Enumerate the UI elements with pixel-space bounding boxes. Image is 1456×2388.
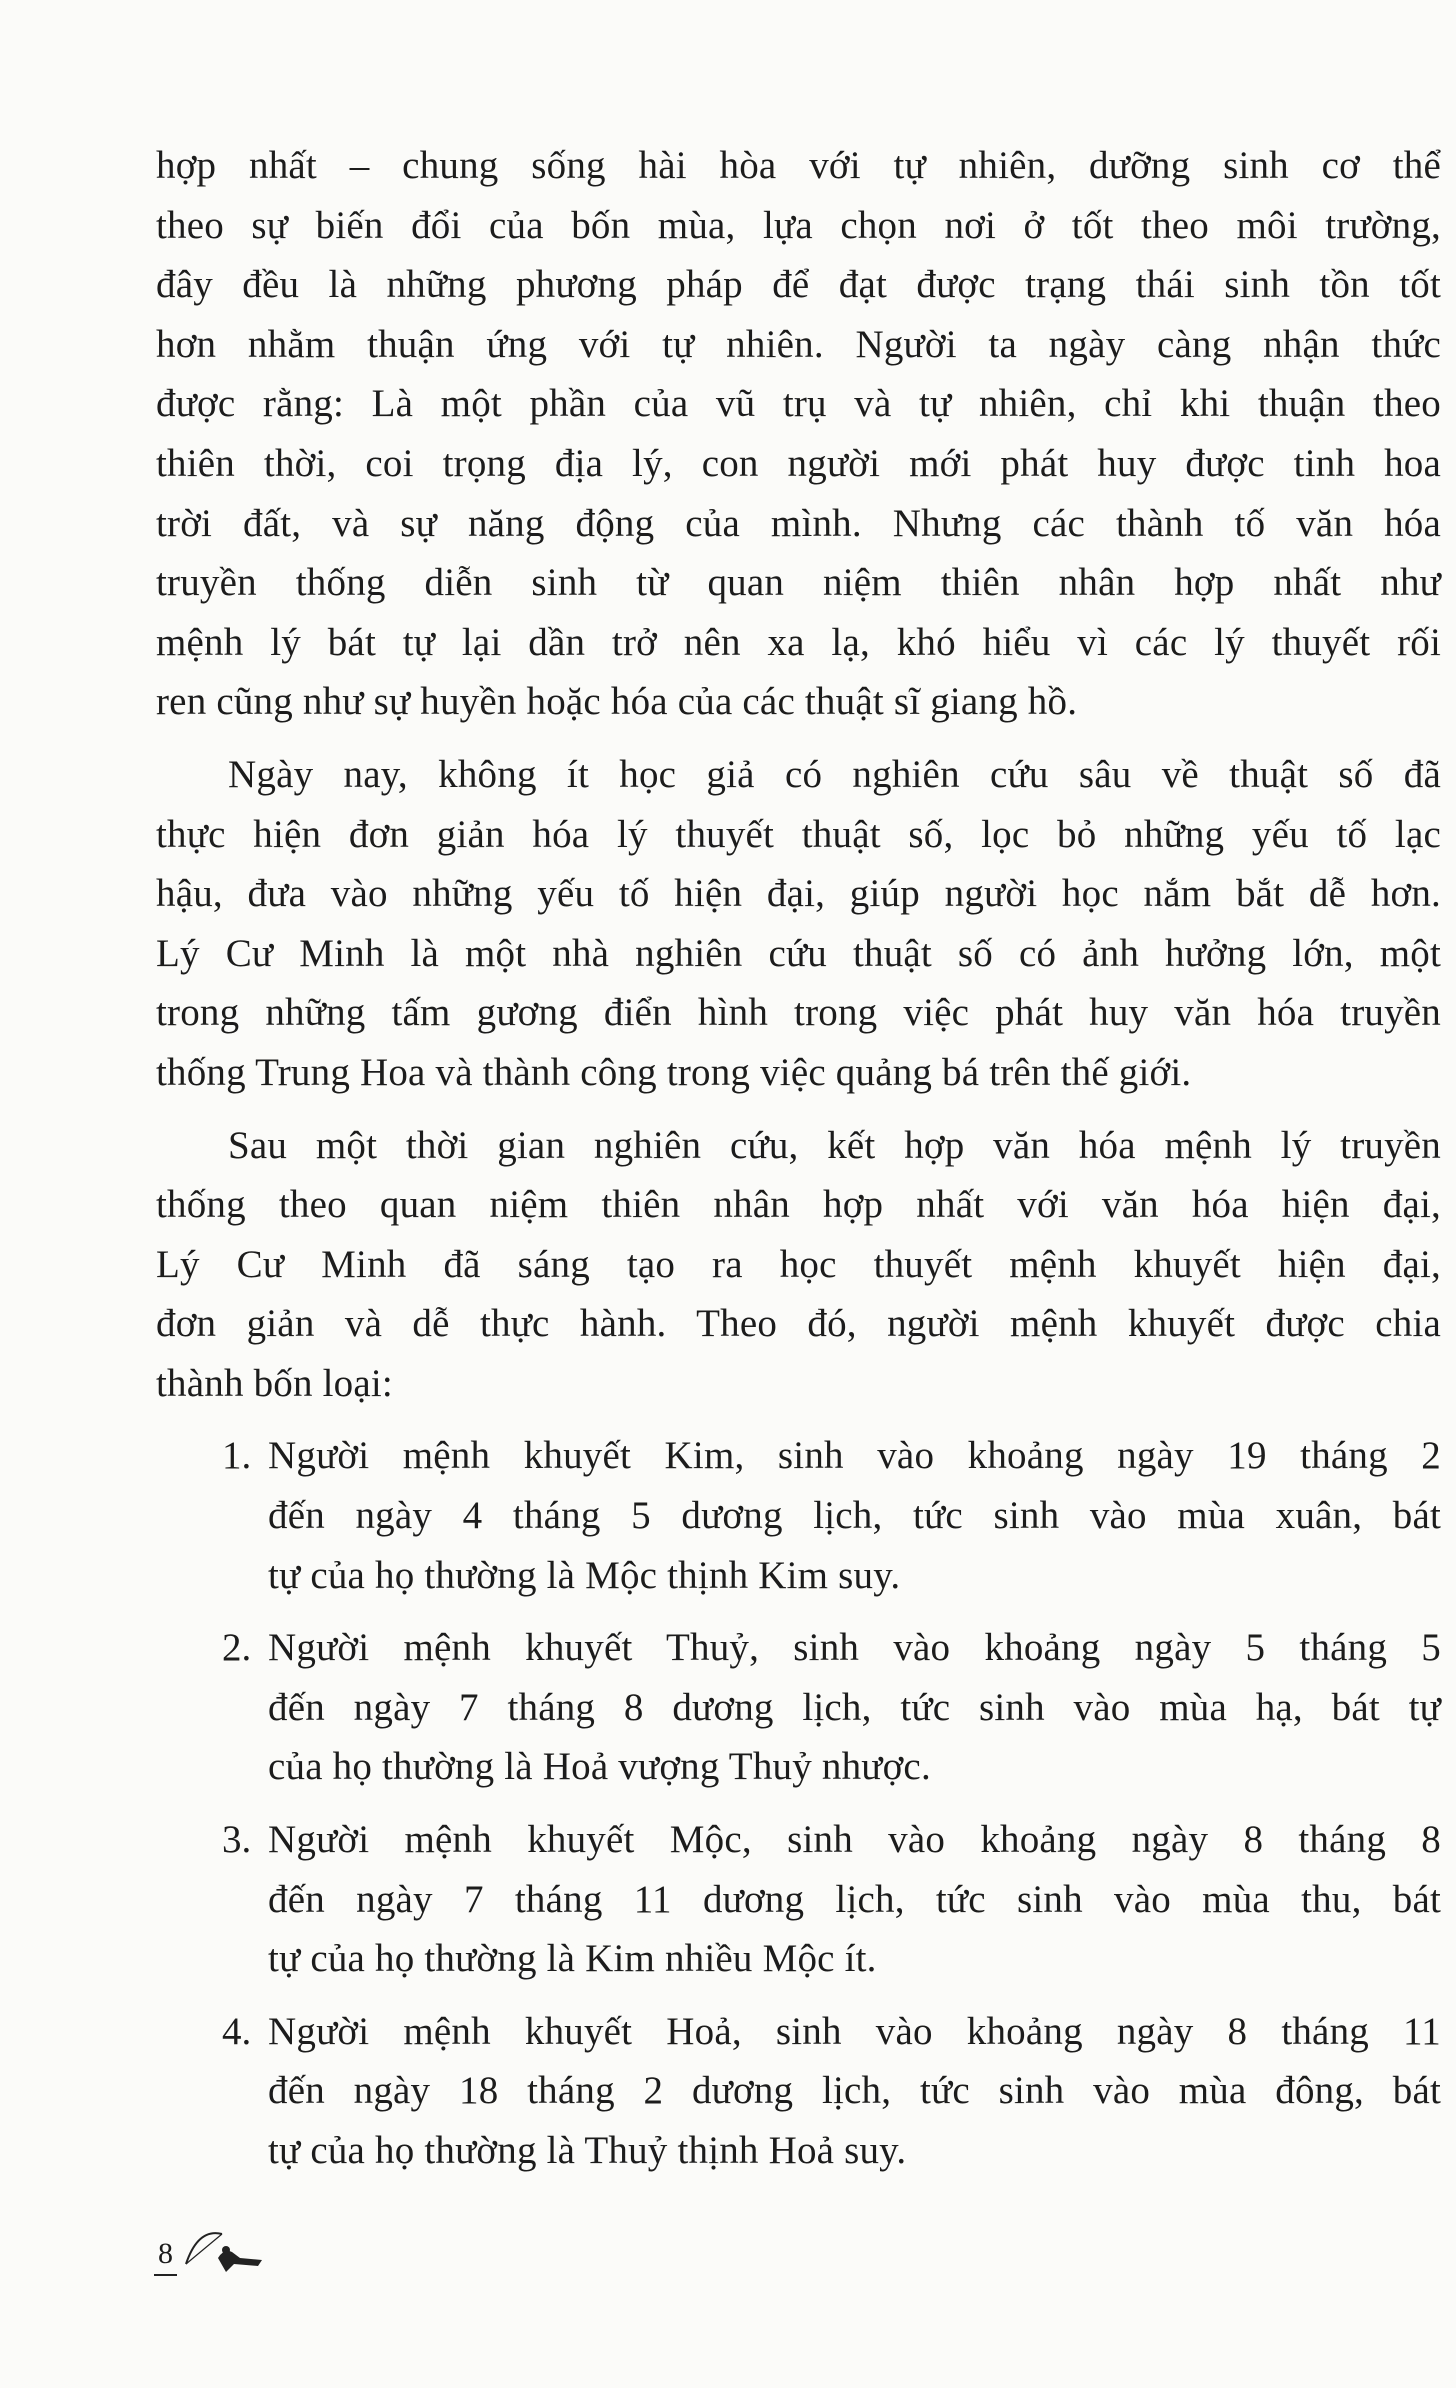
text-line: mệnh lý bát tự lại dần trở nên xa lạ, khó hiểu vì các lý thuyết rối [156, 620, 1441, 664]
text-line: trong những tấm gương điển hình trong việc phát huy văn hóa truyền [156, 991, 1441, 1035]
text-line: Người mệnh khuyết Thuỷ, sinh vào khoảng ngày 5 tháng 5 [268, 1626, 1441, 1670]
text-line: được rằng: Là một phần của vũ trụ và tự nhiên, chỉ khi thuận theo [156, 382, 1441, 426]
text-line: Người mệnh khuyết Mộc, sinh vào khoảng ngày 8 tháng 8 [268, 1818, 1441, 1862]
text-line: thống theo quan niệm thiên nhân hợp nhất với văn hóa hiện đại, [156, 1183, 1441, 1227]
text-line: Lý Cư Minh là một nhà nghiên cứu thuật số có ảnh hưởng lớn, một [156, 931, 1441, 975]
text-line: theo sự biến đổi của bốn mùa, lựa chọn nơi ở tốt theo môi trường, [156, 203, 1441, 247]
text-line: thành bốn loại: [156, 1361, 393, 1405]
page-number: 8 [154, 2234, 177, 2276]
text-line: truyền thống diễn sinh từ quan niệm thiên nhân hợp nhất như [156, 561, 1441, 605]
text-line: đến ngày 4 tháng 5 dương lịch, tức sinh vào mùa xuân, bát [268, 1494, 1441, 1538]
list-item-number: 4. [222, 2009, 252, 2053]
text-line: của họ thường là Hoả vượng Thuỷ nhược. [268, 1745, 931, 1789]
text-line: hậu, đưa vào những yếu tố hiện đại, giúp người học nắm bắt dễ hơn. [156, 872, 1441, 916]
page-body [156, 136, 1441, 2181]
list-item [156, 1618, 1441, 1797]
list-item [156, 1426, 1441, 1605]
text-line: Lý Cư Minh đã sáng tạo ra học thuyết mệnh khuyết hiện đại, [156, 1242, 1441, 1286]
text-line: ren cũng như sự huyền hoặc hóa của các thuật sĩ giang hồ. [156, 680, 1078, 724]
text-line: Người mệnh khuyết Hoả, sinh vào khoảng ngày 8 tháng 11 [268, 2009, 1441, 2053]
text-line: tự của họ thường là Mộc thịnh Kim suy. [268, 1553, 901, 1597]
list-item [156, 2002, 1441, 2181]
text-line: hợp nhất – chung sống hài hòa với tự nhiên, dưỡng sinh cơ thể [156, 144, 1441, 187]
paragraph [156, 1116, 1441, 1414]
paragraph [156, 136, 1441, 732]
text-line: đến ngày 7 tháng 11 dương lịch, tức sinh vào mùa thu, bát [268, 1877, 1441, 1921]
text-line: Ngày nay, không ít học giả có nghiên cứu sâu về thuật số đã [228, 752, 1441, 796]
text-line: Người mệnh khuyết Kim, sinh vào khoảng ngày 19 tháng 2 [268, 1434, 1441, 1478]
text-line: tự của họ thường là Thuỷ thịnh Hoả suy. [268, 2129, 907, 2172]
list-item-number: 3. [222, 1818, 252, 1862]
text-line: Sau một thời gian nghiên cứu, kết hợp văn hóa mệnh lý truyền [228, 1123, 1441, 1167]
text-line: tự của họ thường là Kim nhiều Mộc ít. [268, 1937, 877, 1981]
text-line: thực hiện đơn giản hóa lý thuyết thuật số, lọc bỏ những yếu tố lạc [156, 812, 1441, 856]
text-line: đến ngày 18 tháng 2 dương lịch, tức sinh vào mùa đông, bát [268, 2069, 1441, 2113]
text-line: đây đều là những phương pháp để đạt được trạng thái sinh tồn tốt [156, 263, 1441, 307]
text-line: thiên thời, coi trọng địa lý, con người mới phát huy được tinh hoa [156, 441, 1441, 485]
list-item-number: 1. [222, 1434, 252, 1478]
list-item-number: 2. [222, 1626, 252, 1670]
archer-ornament-icon [178, 2220, 288, 2280]
text-line: hơn nhằm thuận ứng với tự nhiên. Người ta ngày càng nhận thức [156, 322, 1441, 366]
text-line: thống Trung Hoa và thành công trong việc quảng bá trên thế giới. [156, 1050, 1192, 1094]
text-line: trời đất, và sự năng động của mình. Nhưng các thành tố văn hóa [156, 501, 1441, 545]
page-footer [150, 2220, 280, 2280]
text-line: đến ngày 7 tháng 8 dương lịch, tức sinh vào mùa hạ, bát tự [268, 1685, 1441, 1729]
text-line: đơn giản và dễ thực hành. Theo đó, người mệnh khuyết được chia [156, 1302, 1441, 1346]
list-item [156, 1810, 1441, 1989]
paragraph [156, 745, 1441, 1103]
